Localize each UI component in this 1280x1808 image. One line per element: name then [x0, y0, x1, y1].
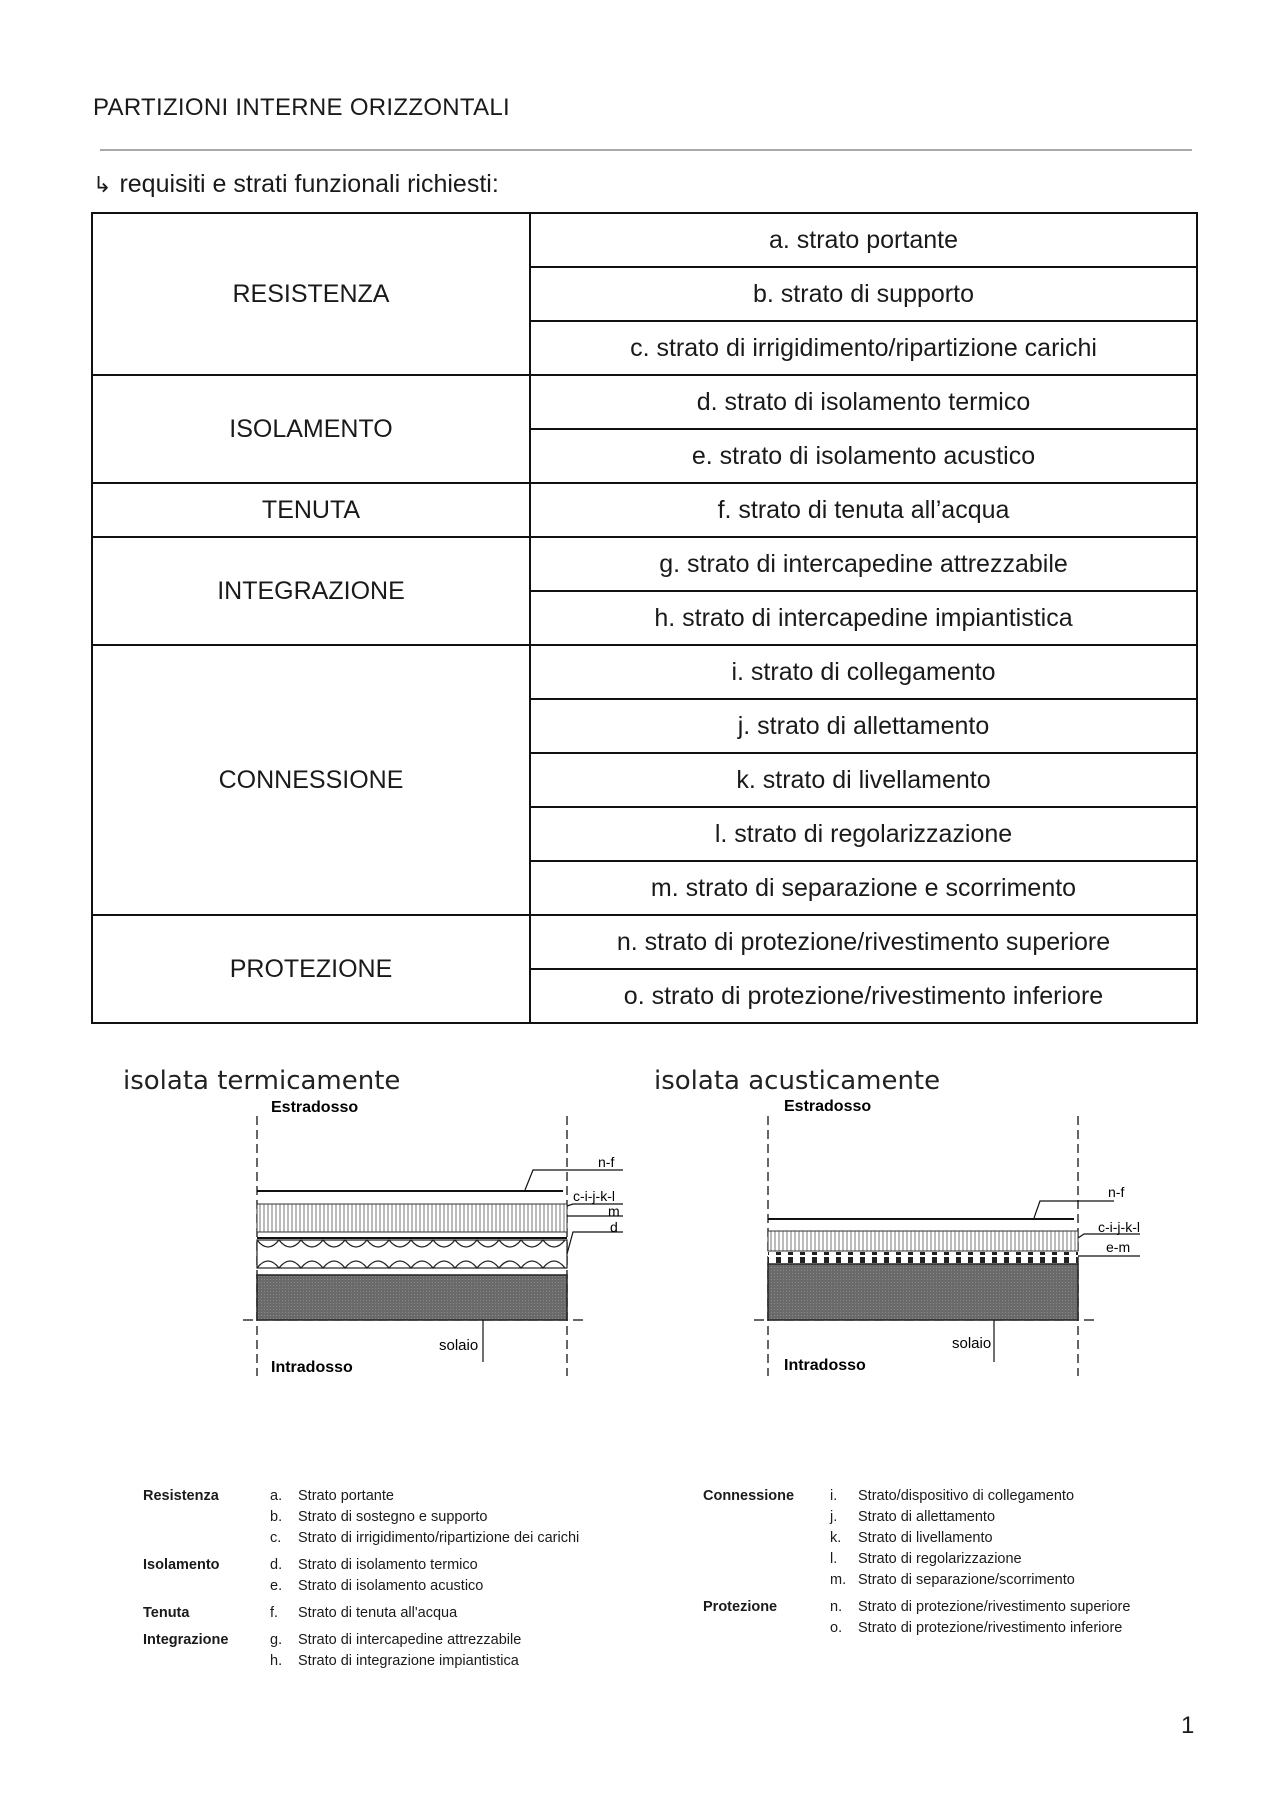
diagram-thermal-title: isolata termicamente	[123, 1066, 401, 1096]
layer-cell: g. strato di intercapedine attrezzabile	[530, 537, 1197, 591]
table-row	[92, 645, 1197, 699]
thermal-top-label: Estradosso	[271, 1099, 359, 1116]
legend-letter: g.	[270, 1632, 283, 1648]
category-cell: INTEGRAZIONE	[92, 537, 530, 645]
layer-cell: o. strato di protezione/rivestimento inferiore	[530, 969, 1197, 1023]
diagram-acoustic	[654, 1066, 1174, 1386]
thermal-bottom-label: Intradosso	[271, 1359, 353, 1376]
acoustic-slab-label: solaio	[952, 1335, 992, 1352]
thermal-slab-label: solaio	[439, 1337, 479, 1354]
legend-text: Strato di protezione/rivestimento superiore	[858, 1599, 1131, 1615]
diagram-acoustic-drawing	[654, 1066, 1174, 1386]
layer-cell: i. strato di collegamento	[530, 645, 1197, 699]
diagram-acoustic-title: isolata acusticamente	[654, 1066, 941, 1096]
legend-letter: a.	[270, 1488, 283, 1504]
thermal-label-1: n-f	[598, 1154, 615, 1170]
acoustic-label-2: c-i-j-k-l	[1098, 1219, 1140, 1235]
layer-cell: c. strato di irrigidimento/ripartizione carichi	[530, 321, 1197, 375]
category-cell: TENUTA	[92, 483, 530, 537]
layer-cell: f. strato di tenuta all’acqua	[530, 483, 1197, 537]
legend-text: Strato di regolarizzazione	[858, 1551, 1022, 1567]
legend-category: Resistenza	[143, 1488, 219, 1504]
legend-letter: k.	[830, 1530, 842, 1546]
legend-text: Strato di intercapedine attrezzabile	[298, 1632, 522, 1648]
layer-cell: k. strato di livellamento	[530, 753, 1197, 807]
layer-cell: m. strato di separazione e scorrimento	[530, 861, 1197, 915]
subtitle-text: requisiti e strati funzionali richiesti:	[119, 170, 499, 198]
acoustic-label-3: e-m	[1106, 1239, 1131, 1255]
legend-letter: o.	[830, 1620, 843, 1636]
page-title: PARTIZIONI INTERNE ORIZZONTALI	[93, 94, 511, 121]
legend-text: Strato di irrigidimento/ripartizione dei carichi	[298, 1530, 580, 1546]
category-cell: PROTEZIONE	[92, 915, 530, 1023]
legend-text: Strato di tenuta all'acqua	[298, 1605, 458, 1621]
legend-letter: c.	[270, 1530, 282, 1546]
table-row	[92, 375, 1197, 429]
legend-text: Strato di isolamento acustico	[298, 1578, 484, 1594]
table-row	[92, 915, 1197, 969]
return-arrow-icon: ↳	[93, 172, 112, 197]
legend-letter: i.	[830, 1488, 838, 1504]
layer-cell: a. strato portante	[530, 213, 1197, 267]
acoustic-top-label: Estradosso	[784, 1098, 872, 1115]
layer-cell: d. strato di isolamento termico	[530, 375, 1197, 429]
legend-text: Strato di separazione/scorrimento	[858, 1572, 1075, 1588]
legend-category: Protezione	[703, 1599, 778, 1615]
legend-letter: l.	[830, 1551, 838, 1567]
thermal-label-4: d	[610, 1219, 618, 1235]
layer-cell: e. strato di isolamento acustico	[530, 429, 1197, 483]
requirements-table	[91, 212, 1198, 1024]
subtitle	[93, 170, 499, 199]
legend-letter: f.	[270, 1605, 279, 1621]
layer-cell: n. strato di protezione/rivestimento superiore	[530, 915, 1197, 969]
legend-letter: b.	[270, 1509, 283, 1525]
legend-text: Strato di isolamento termico	[298, 1557, 478, 1573]
legend-text: Strato portante	[298, 1488, 394, 1504]
legend-text: Strato di allettamento	[858, 1509, 996, 1525]
thermal-label-3: m	[608, 1203, 620, 1219]
acoustic-bottom-label: Intradosso	[784, 1357, 866, 1374]
layer-cell: j. strato di allettamento	[530, 699, 1197, 753]
table-row	[92, 537, 1197, 591]
legend-category: Tenuta	[143, 1605, 190, 1621]
legend-text: Strato di integrazione impiantistica	[298, 1653, 519, 1669]
legend-letter: j.	[830, 1509, 838, 1525]
acoustic-label-1: n-f	[1108, 1184, 1125, 1200]
legend-letter: d.	[270, 1557, 283, 1573]
legend-text: Strato di protezione/rivestimento inferiore	[858, 1620, 1123, 1636]
table-row	[92, 483, 1197, 537]
thermal-label-2: c-i-j-k-l	[573, 1188, 615, 1204]
legend-text: Strato di sostegno e supporto	[298, 1509, 488, 1525]
legend-letter: m.	[830, 1572, 847, 1588]
page-number: 1	[1181, 1712, 1195, 1739]
layer-cell: b. strato di supporto	[530, 267, 1197, 321]
legend-letter: h.	[270, 1653, 283, 1669]
legend-letter: e.	[270, 1578, 283, 1594]
legend-letter: n.	[830, 1599, 843, 1615]
layer-cell: h. strato di intercapedine impiantistica	[530, 591, 1197, 645]
legend-text: Strato/dispositivo di collegamento	[858, 1488, 1075, 1504]
legend-category: Isolamento	[143, 1557, 220, 1573]
category-cell: RESISTENZA	[92, 213, 530, 375]
diagram-thermal-drawing	[123, 1066, 643, 1386]
diagram-thermal	[123, 1066, 643, 1386]
legend-category: Connessione	[703, 1488, 795, 1504]
legend-category: Integrazione	[143, 1632, 229, 1648]
table-row	[92, 213, 1197, 267]
layer-cell: l. strato di regolarizzazione	[530, 807, 1197, 861]
title-divider	[100, 149, 1192, 151]
category-cell: ISOLAMENTO	[92, 375, 530, 483]
legend-text: Strato di livellamento	[858, 1530, 993, 1546]
category-cell: CONNESSIONE	[92, 645, 530, 915]
